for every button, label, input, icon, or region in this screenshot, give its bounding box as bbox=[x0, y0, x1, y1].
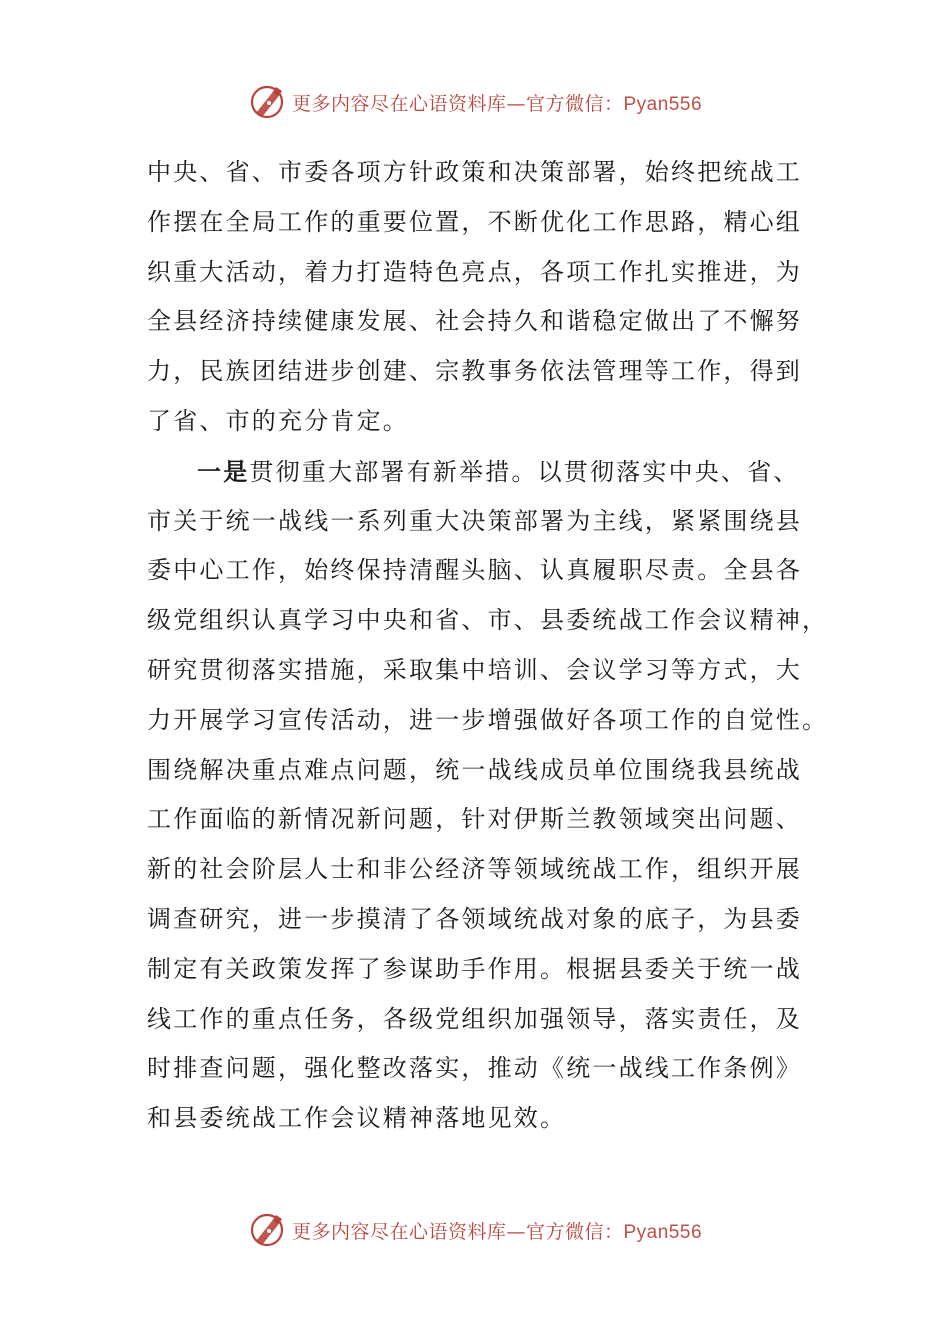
text-line: 研究贯彻落实措施，采取集中培训、会议学习等方式，大 bbox=[147, 655, 802, 684]
text-line: 织重大活动，着力打造特色亮点，各项工作扎实推进，为 bbox=[147, 257, 802, 286]
text-line: 中央、省、市委各项方针政策和决策部署，始终把统战工 bbox=[147, 158, 802, 186]
text-line: 作摆在全局工作的重要位置，不断优化工作思路，精心组 bbox=[147, 207, 802, 236]
footer-banner bbox=[0, 1208, 950, 1252]
text-line: 和县委统战工作会议精神落地见效。 bbox=[147, 1104, 567, 1133]
header-banner bbox=[0, 80, 950, 124]
footer-banner-text: 更多内容尽在心语资料库—官方微信：Pyan556 bbox=[291, 1220, 703, 1243]
pen-nib-logo-icon bbox=[248, 83, 286, 121]
text-line: 委中心工作，始终保持清醒头脑、认真履职尽责。全县各 bbox=[147, 556, 802, 585]
text-line: 市关于统一战线一系列重大决策部署为主线，紧紧围绕县 bbox=[147, 506, 802, 535]
text-line: 制定有关政策发挥了参谋助手作用。根据县委关于统一战 bbox=[147, 954, 802, 983]
text-line: 线工作的重点任务，各级党组织加强领导，落实责任，及 bbox=[147, 1004, 802, 1033]
text-line: 力，民族团结进步创建、宗教事务依法管理等工作，得到 bbox=[147, 357, 802, 386]
text-line: 新的社会阶层人士和非公经济等领域统战工作，组织开展 bbox=[147, 855, 802, 884]
text-line: 调查研究，进一步摸清了各领域统战对象的底子，为县委 bbox=[147, 904, 802, 933]
text-line: 级党组织认真学习中央和省、市、县委统战工作会议精神， bbox=[147, 606, 829, 635]
pen-nib-logo-icon bbox=[248, 1211, 286, 1249]
text-line: 力开展学习宣传活动，进一步增强做好各项工作的自觉性。 bbox=[147, 705, 829, 734]
paragraph-2-first-line: 一是贯彻重大部署有新举措。以贯彻落实中央、省、 bbox=[197, 456, 800, 486]
text-line: 工作面临的新情况新问题，针对伊斯兰教领域突出问题、 bbox=[147, 805, 802, 834]
text-line: 全县经济持续健康发展、社会持久和谐稳定做出了不懈努 bbox=[147, 307, 802, 336]
document-body bbox=[147, 148, 829, 1144]
paragraph-1 bbox=[147, 148, 807, 447]
paragraph-2 bbox=[147, 447, 829, 1144]
text-line: 围绕解决重点难点问题，统一战线成员单位围绕我县统战 bbox=[147, 755, 802, 784]
header-banner-text: 更多内容尽在心语资料库—官方微信：Pyan556 bbox=[291, 92, 703, 115]
text-line: 时排查问题，强化整改落实，推动《统一战线工作条例》 bbox=[147, 1054, 802, 1083]
text-line: 了省、市的充分肯定。 bbox=[147, 406, 409, 435]
paragraph-lead-bold: 一是 bbox=[197, 456, 250, 486]
